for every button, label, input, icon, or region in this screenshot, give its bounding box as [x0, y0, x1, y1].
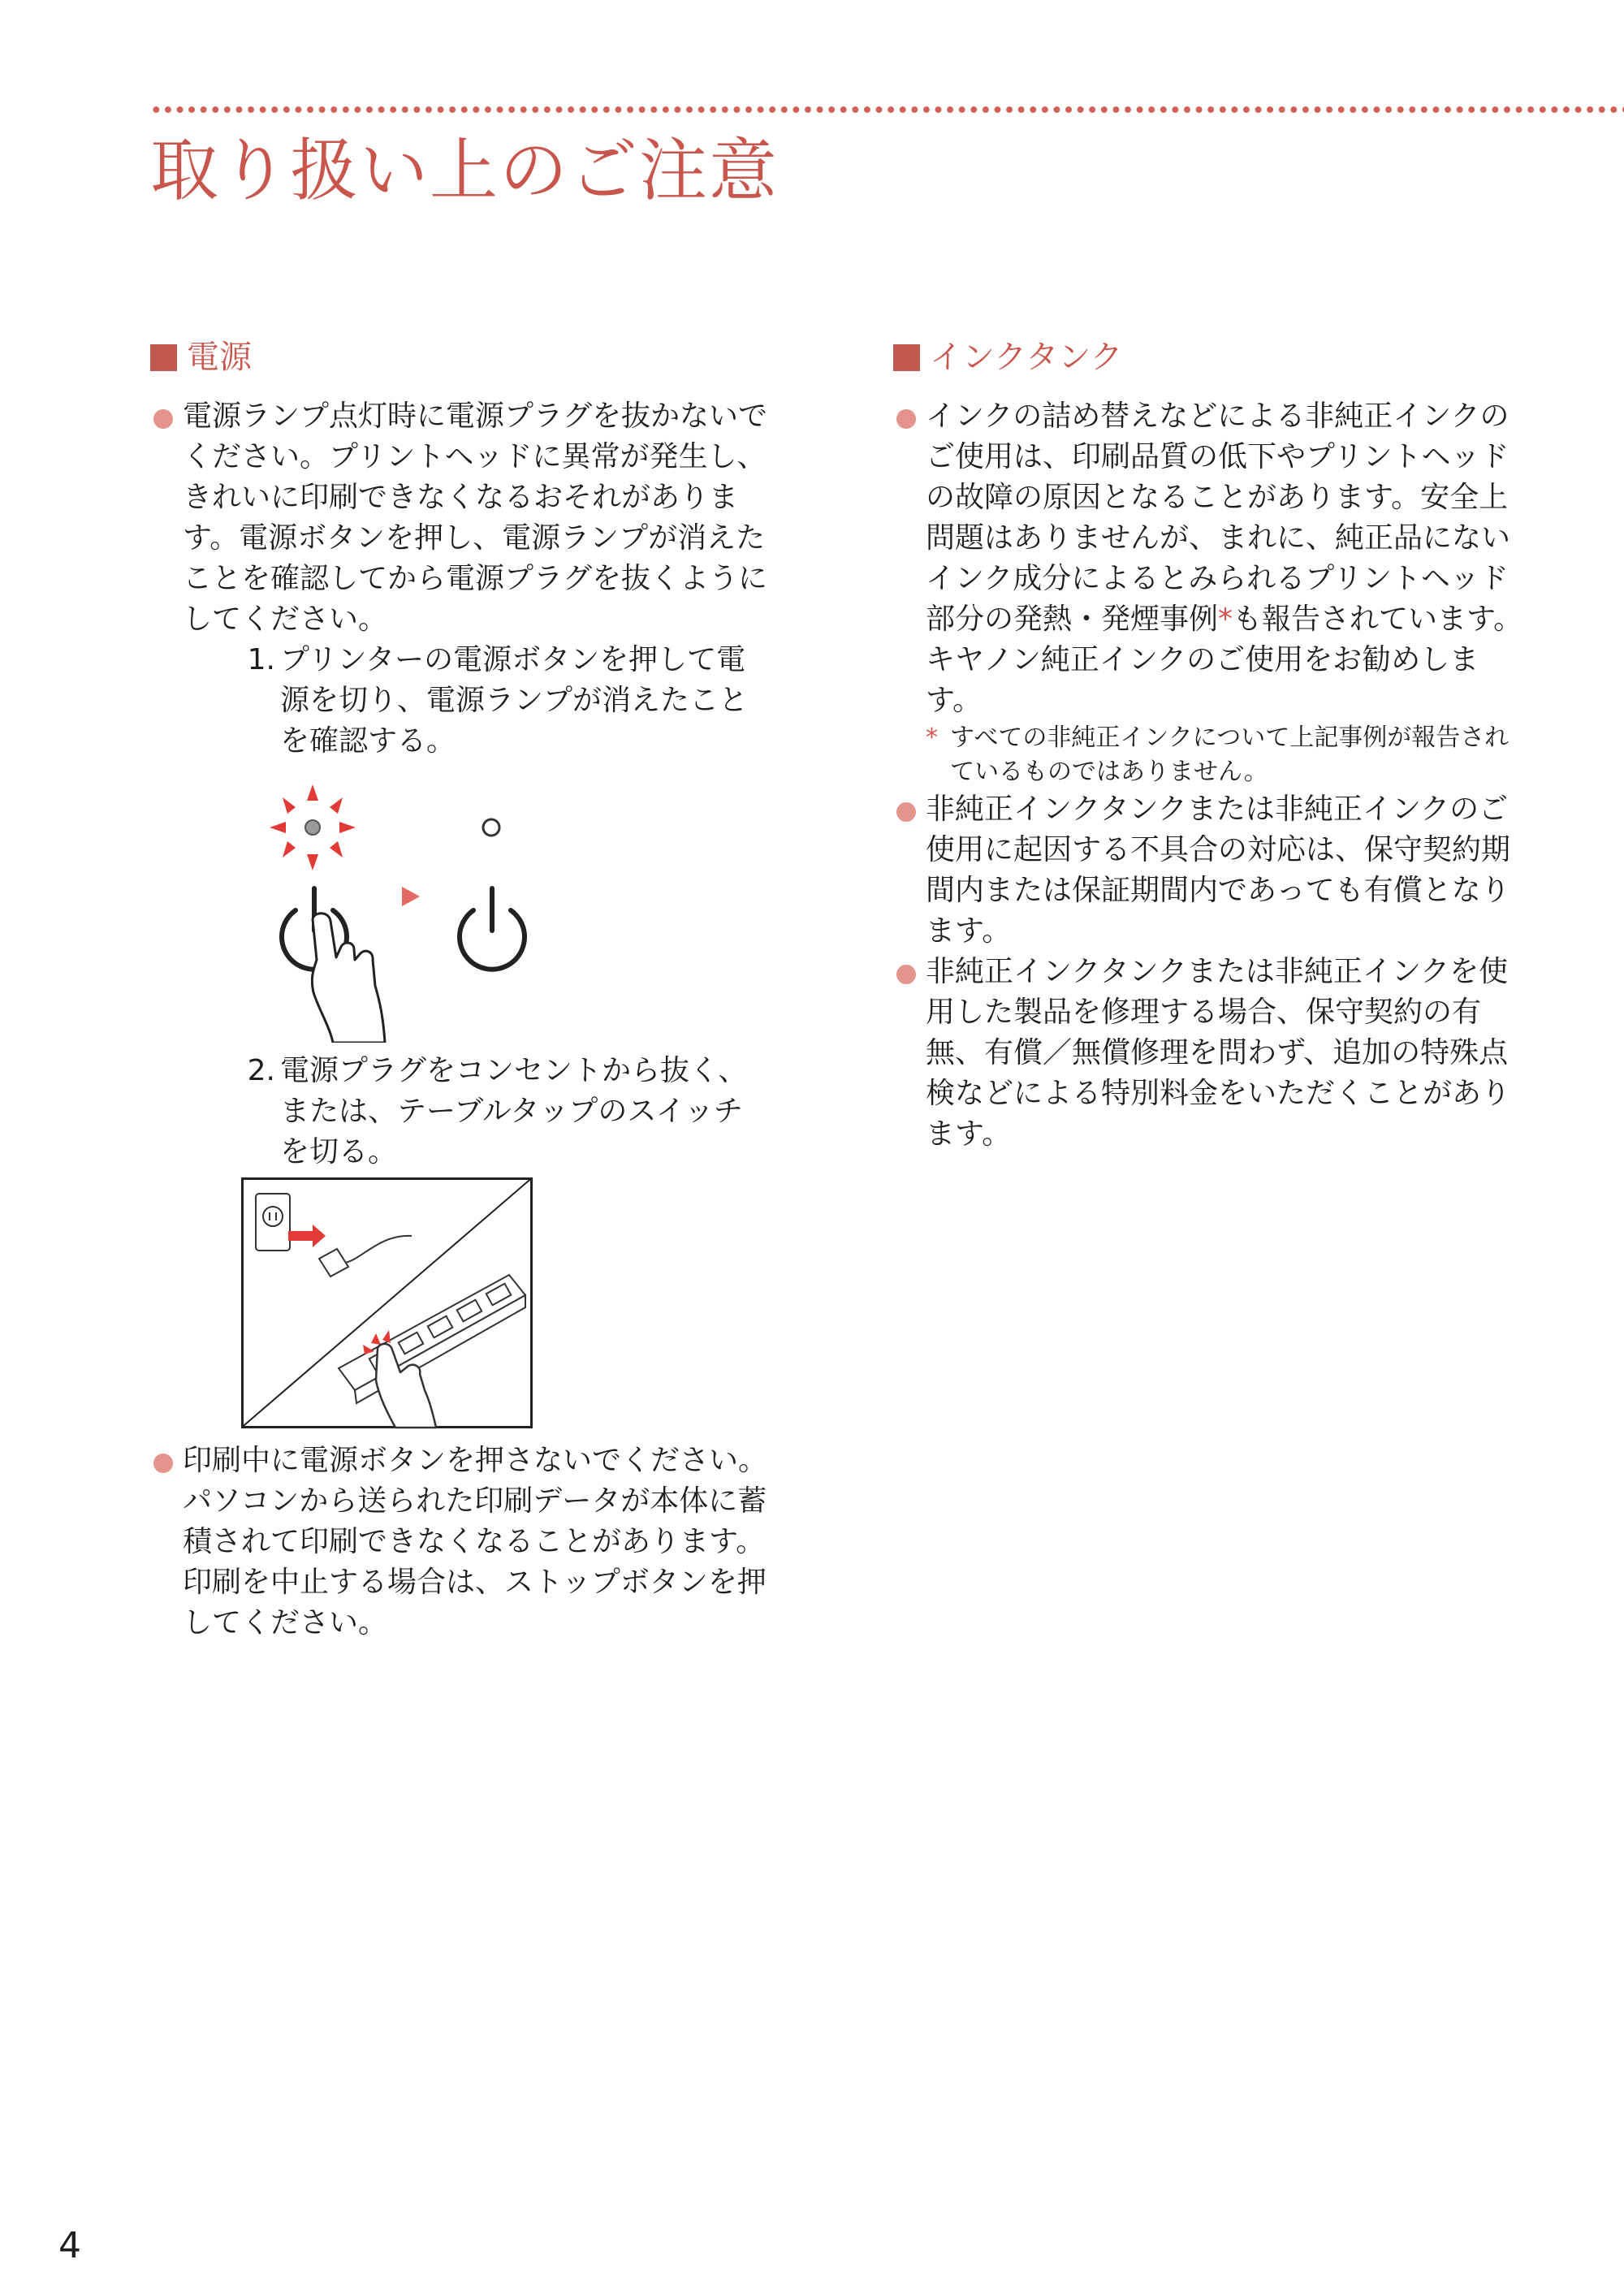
power-bullet-1: [150, 396, 767, 640]
step-1-text: プリンターの電源ボタンを押して電源を切り、電源ランプが消えたことを確認する。: [280, 643, 749, 758]
ink-bullet-2-text: 非純正インクタンクまたは非純正インクのご使用に起因する不具合の対応は、保守契約期間内または保証期間内であっても有償となります。: [926, 793, 1511, 948]
dotted-rule: [150, 104, 1624, 115]
step-1: [215, 640, 767, 762]
lamp-off-icon: [483, 819, 499, 836]
ink-bullet-3: [893, 952, 1527, 1155]
power-heading-label: 電源: [187, 339, 252, 376]
page-title: 取り扱い上のご注意: [150, 131, 780, 210]
power-section: [150, 333, 767, 1644]
page-number: 4: [58, 2225, 81, 2266]
power-bullet-2-text: 印刷中に電源ボタンを押さないでください。パソコンから送られた印刷データが本体に蓄積されて印刷できなくなることがあります。印刷を中止する場合は、ストップボタンを押してください。: [183, 1444, 768, 1639]
ink-bullet-3-text: 非純正インクタンクまたは非純正インクを使用した製品を修理する場合、保守契約の有無、有償／無償修理を問わず、追加の特殊点検などによる特別料金をいただくことがあります。: [926, 955, 1511, 1151]
power-symbol-off-icon: [460, 888, 525, 970]
step-2-text: 電源プラグをコンセントから抜く、または、テーブルタップのスイッチを切る。: [280, 1054, 748, 1169]
bullet-dot-icon: [153, 409, 173, 429]
square-bullet-icon: [150, 344, 177, 371]
arrow-right-icon: [402, 887, 420, 906]
ink-bullet-1: [893, 396, 1527, 721]
ink-bullet-1-text-b: も報告されています。キヤノン純正インクのご使用をお勧めします。: [926, 603, 1523, 717]
ink-bullet-2: [893, 789, 1527, 952]
wall-outlet-icon: [256, 1194, 290, 1251]
bullet-dot-icon: [896, 965, 916, 984]
ink-footnote: [926, 721, 1527, 789]
power-bullet-1-text: 電源ランプ点灯時に電源プラグを抜かないでください。プリントヘッドに異常が発生し、きれいに印刷できなくなるおそれがあります。電源ボタンを押し、電源ランプが消えたことを確認してから電源プラグを抜くようにしてください。: [183, 400, 768, 636]
square-bullet-icon: [893, 344, 920, 371]
ink-heading: [893, 333, 1527, 382]
bullet-dot-icon: [896, 802, 916, 822]
unplug-illustration: [241, 1177, 533, 1429]
ink-footnote-text: すべての非純正インクについて上記事例が報告されているものではありません。: [950, 724, 1510, 786]
bullet-dot-icon: [153, 1454, 173, 1473]
step-1-number: 1.: [247, 643, 275, 676]
power-button-illustration: [235, 775, 577, 1043]
ink-section: [893, 333, 1527, 1155]
footnote-marker: *: [1218, 603, 1233, 636]
footnote-asterisk: *: [926, 724, 938, 752]
ink-heading-label: インクタンク: [930, 339, 1123, 376]
flashing-lamp-icon: [270, 784, 356, 871]
power-bullet-2: [150, 1441, 767, 1644]
step-2-number: 2.: [247, 1054, 275, 1087]
power-heading: [150, 333, 767, 382]
ink-bullet-1-text-a: インクの詰め替えなどによる非純正インクのご使用は、印刷品質の低下やプリントヘッドの故障の原因となることがあります。安全上問題はありませんが、まれに、純正品にないインク成分によるとみられるプリントヘッド部分の発熱・発煙事例: [926, 400, 1511, 636]
step-2: [215, 1051, 767, 1173]
bullet-dot-icon: [896, 409, 916, 429]
